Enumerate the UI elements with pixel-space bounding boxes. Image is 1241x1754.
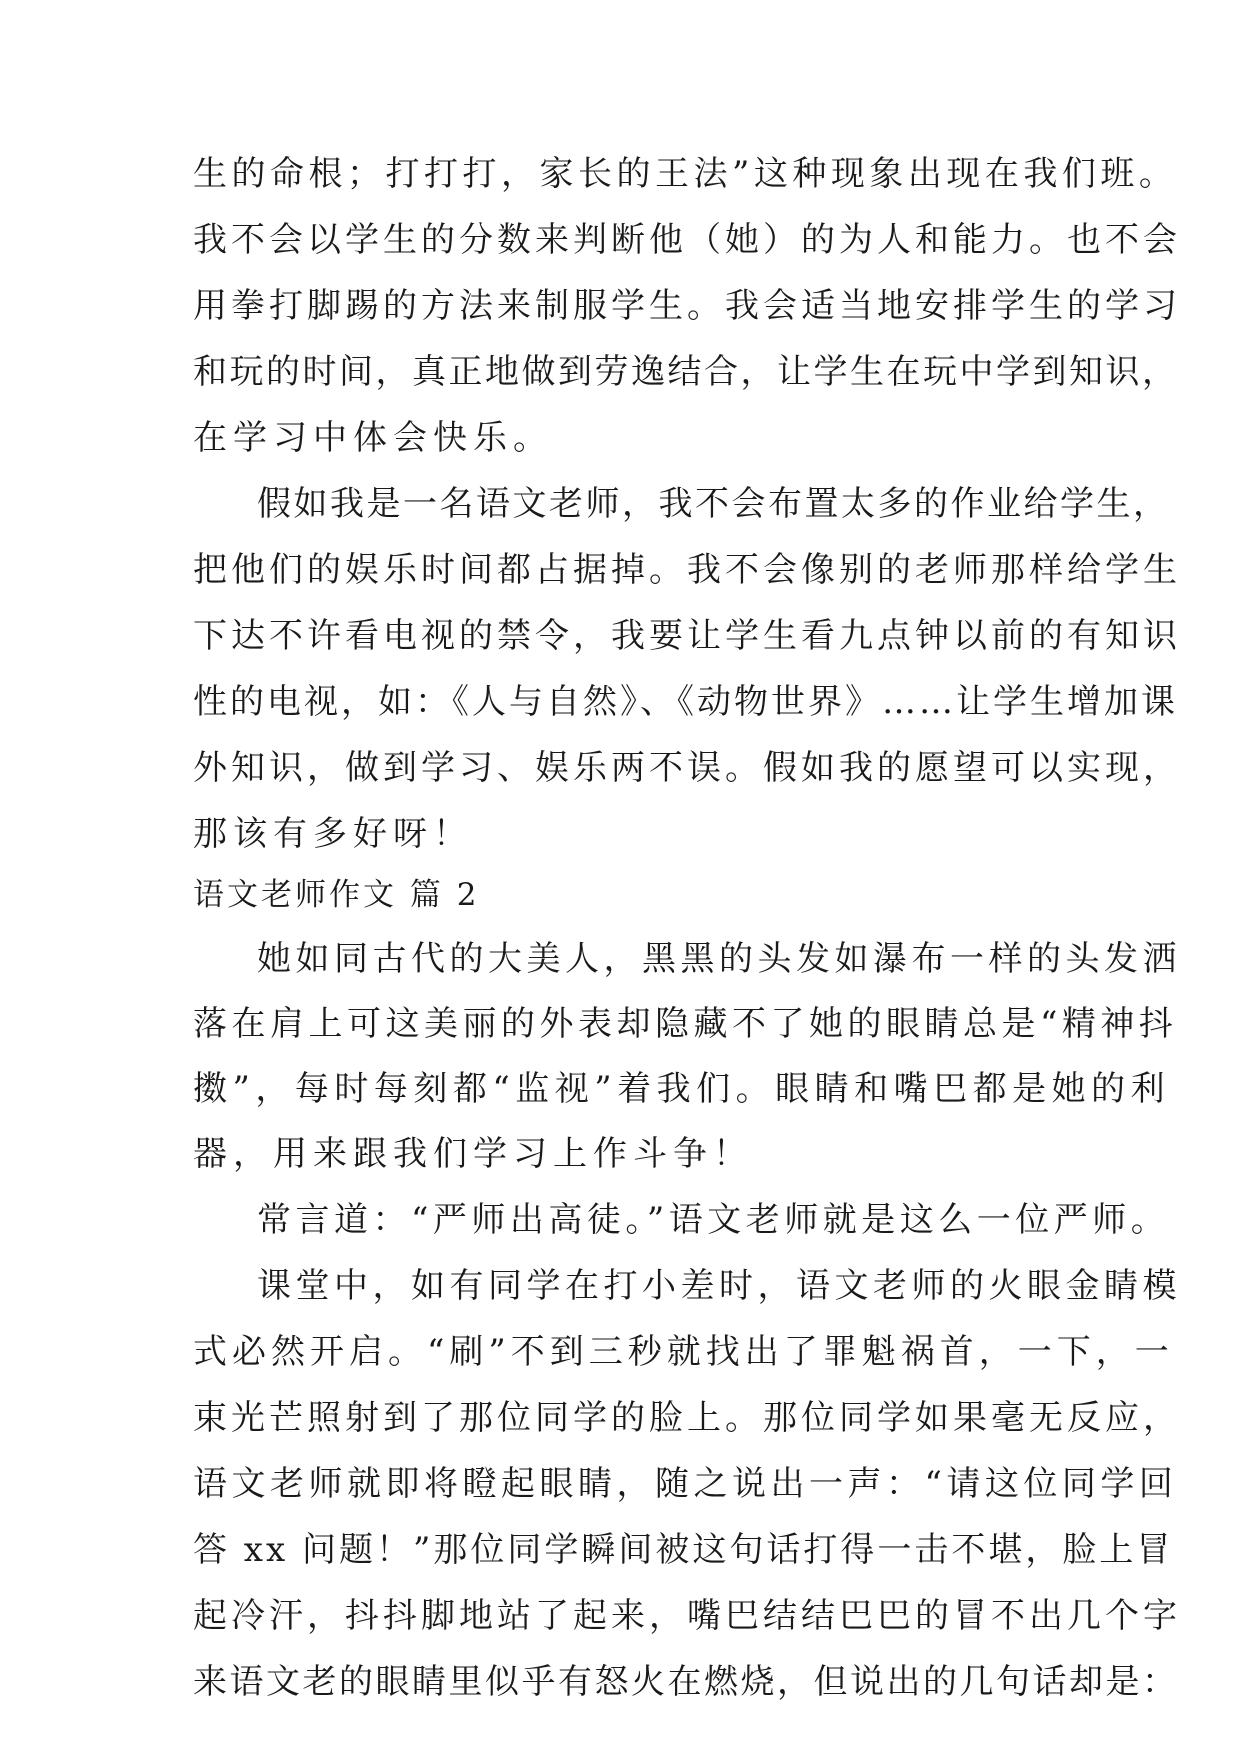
text-line: 在学习中体会快乐。 [193,418,553,458]
text-line: 语文老师就即将瞪起眼睛，随之说出一声：“请这位同学回 [193,1464,1178,1504]
text-line: 下达不许看电视的禁令，我要让学生看九点钟以前的有知识 [193,616,1181,656]
text-line: 那该有多好呀！ [193,814,473,854]
text-line: 落在肩上可这美丽的外表却隐藏不了她的眼睛总是“精神抖 [193,1004,1178,1044]
paragraph-first-line: 课堂中，如有同学在打小差时，语文老师的火眼金睛模 [257,1266,1181,1306]
text-line: 我不会以学生的分数来判断他（她）的为人和能力。也不会 [193,220,1181,260]
text-line: 器，用来跟我们学习上作斗争！ [193,1134,753,1174]
text-line: 外知识，做到学习、娱乐两不误。假如我的愿望可以实现， [193,748,1181,788]
paragraph-first-line: 她如同古代的大美人，黑黑的头发如瀑布一样的头发洒 [257,939,1181,979]
text-line: 来语文老的眼睛里似乎有怒火在燃烧，但说出的几句话却是： [193,1662,1179,1702]
text-line: 和玩的时间，真正地做到劳逸结合，让学生在玩中学到知识， [193,352,1179,392]
paragraph-first-line: 常言道：“严师出高徒。”语文老师就是这么一位严师。 [257,1200,1170,1240]
text-line: 答 xx 问题！”那位同学瞬间被这句话打得一击不堪，脸上冒 [193,1530,1174,1570]
text-line: 擞”，每时每刻都“监视”着我们。眼睛和嘴巴都是她的利 [193,1069,1171,1109]
text-line: 把他们的娱乐时间都占据掉。我不会像别的老师那样给学生 [193,550,1181,590]
text-line: 束光芒照射到了那位同学的脸上。那位同学如果毫无反应， [193,1398,1181,1438]
text-line: 生的命根；打打打，家长的王法”这种现象出现在我们班。 [193,154,1178,194]
text-line: 式必然开启。“刷”不到三秒就找出了罪魁祸首，一下，一 [193,1332,1174,1372]
paragraph-first-line: 假如我是一名语文老师，我不会布置太多的作业给学生， [257,484,1170,524]
text-line: 起冷汗，抖抖脚地站了起来，嘴巴结结巴巴的冒不出几个字 [193,1596,1181,1636]
section-heading: 语文老师作文 篇 2 [193,877,480,913]
text-line: 性的电视，如：《人与自然》、《动物世界》……让学生增加课 [193,682,1178,722]
text-line: 用拳打脚踢的方法来制服学生。我会适当地安排学生的学习 [193,286,1181,326]
